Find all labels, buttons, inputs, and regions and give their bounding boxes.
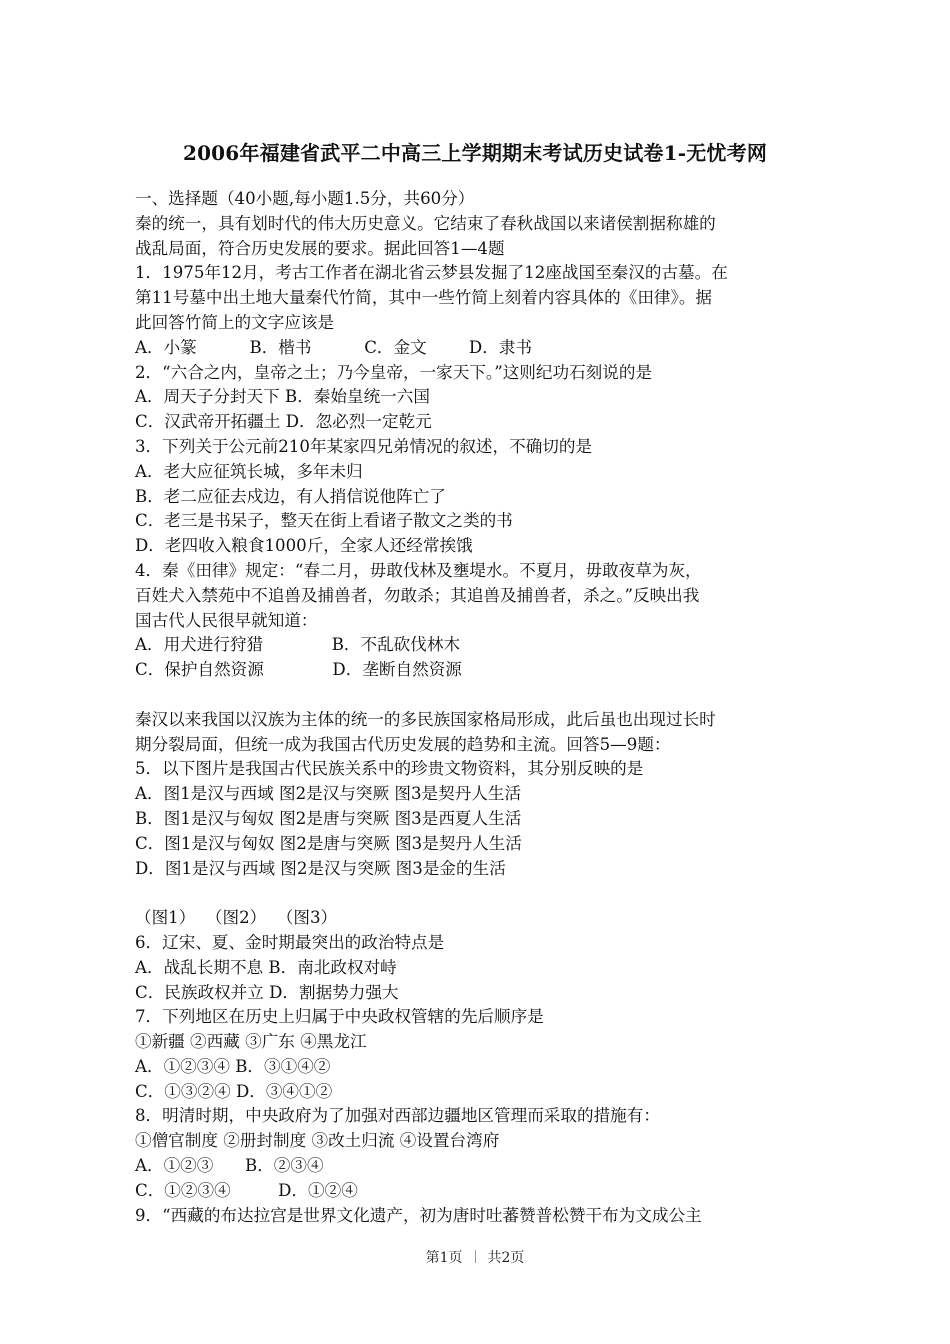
text-line: C．①②③④ D．①②④ xyxy=(135,1180,358,1200)
text-line: A．用犬进行狩猎 B．不乱砍伐林木 xyxy=(135,635,461,655)
document-title: 2006年福建省武平二中高三上学期期末考试历史试卷1-无忧考网 xyxy=(182,141,768,165)
figure-caption-line: （图1） （图2） （图3） xyxy=(135,908,338,928)
page-total: 共2页 xyxy=(487,1250,525,1266)
text-line: 第11号墓中出土地大量秦代竹简，其中一些竹简上刻着内容具体的《田律》。据 xyxy=(135,288,713,308)
text-line: 一、选择题（40小题,每小题1.5分，共60分） xyxy=(135,189,475,208)
blank-line xyxy=(135,683,825,708)
blank-line xyxy=(135,881,825,906)
text-line: A．图1是汉与西域 图2是汉与突厥 图3是契丹人生活 xyxy=(135,784,522,804)
text-line: 9．“西藏的布达拉宫是世界文化遗产，初为唐时吐蕃赞普松赞干布为文成公主 xyxy=(135,1205,702,1225)
text-line: 2．“六合之内，皇帝之土；乃今皇帝，一家天下。”这则纪功石刻说的是 xyxy=(135,362,653,382)
text-line: 8．明清时期，中央政府为了加强对西部边疆地区管理而采取的措施有： xyxy=(135,1106,660,1126)
text-line: ①新疆 ②西藏 ③广东 ④黑龙江 xyxy=(135,1032,367,1052)
text-line: A．战乱长期不息 B．南北政权对峙 xyxy=(135,957,397,977)
text-line: C．①③②④ D．③④①② xyxy=(135,1081,333,1101)
text-line: B．图1是汉与匈奴 图2是唐与突厥 图3是西夏人生活 xyxy=(135,808,522,828)
text-line: C．保护自然资源 D．垄断自然资源 xyxy=(135,660,462,680)
text-line: 期分裂局面，但统一成为我国古代历史发展的趋势和主流。回答5—9题： xyxy=(135,734,671,754)
text-line: 国古代人民很早就知道： xyxy=(135,610,318,630)
text-line: 秦汉以来我国以汉族为主体的统一的多民族国家格局形成，此后虽也出现过长时 xyxy=(135,709,716,729)
text-line: 秦的统一，具有划时代的伟大历史意义。它结束了春秋战国以来诸侯割据称雄的 xyxy=(135,213,716,233)
text-line: C．民族政权并立 D．割据势力强大 xyxy=(135,982,399,1002)
text-line: A．①②③ B．②③④ xyxy=(135,1156,324,1176)
text-line: 4．秦《田律》规定：“春二月，毋敢伐林及壅堤水。不夏月，毋敢夜草为灰， xyxy=(135,560,702,580)
text-line: 5．以下图片是我国古代民族关系中的珍贵文物资料，其分别反映的是 xyxy=(135,759,644,779)
text-line: B．老二应征去戍边，有人捎信说他阵亡了 xyxy=(135,486,446,506)
text-line: 3．下列关于公元前210年某家四兄弟情况的叙述，不确切的是 xyxy=(135,436,593,456)
page-number: 第1页 xyxy=(425,1250,463,1266)
text-line: A．老大应征筑长城，多年未归 xyxy=(135,461,363,481)
text-line: C．图1是汉与匈奴 图2是唐与突厥 图3是契丹人生活 xyxy=(135,833,522,853)
text-line: 百姓犬入禁苑中不追兽及捕兽者，勿敢杀；其追兽及捕兽者，杀之。”反映出我 xyxy=(135,585,700,605)
text-line: 1．1975年12月，考古工作者在湖北省云梦县发掘了12座战国至秦汉的古墓。在 xyxy=(135,263,728,283)
text-line: 战乱局面，符合历史发展的要求。据此回答1—4题 xyxy=(135,238,505,258)
text-line: ①僧官制度 ②册封制度 ③改土归流 ④设置台湾府 xyxy=(135,1131,500,1151)
text-line: C．老三是书呆子，整天在街上看诸子散文之类的书 xyxy=(135,511,513,531)
text-line: C．汉武帝开拓疆土 D．忽必烈一定乾元 xyxy=(135,412,432,432)
document-body xyxy=(135,187,825,1228)
footer-divider xyxy=(475,1250,476,1263)
text-line: 此回答竹简上的文字应该是 xyxy=(135,312,335,332)
text-line: A．小篆 B．楷书 C．金文 D．隶书 xyxy=(135,337,532,357)
page-footer xyxy=(0,1248,950,1268)
text-line: A．①②③④ B．③①④② xyxy=(135,1056,331,1076)
text-line: D．老四收入粮食1000斤，全家人还经常挨饿 xyxy=(135,536,473,556)
text-line: A．周天子分封天下 B．秦始皇统一六国 xyxy=(135,387,430,407)
text-line: 6．辽宋、夏、金时期最突出的政治特点是 xyxy=(135,932,445,952)
text-line: D．图1是汉与西域 图2是汉与突厥 图3是金的生活 xyxy=(135,858,506,878)
text-line: 7．下列地区在历史上归属于中央政权管辖的先后顺序是 xyxy=(135,1007,544,1027)
